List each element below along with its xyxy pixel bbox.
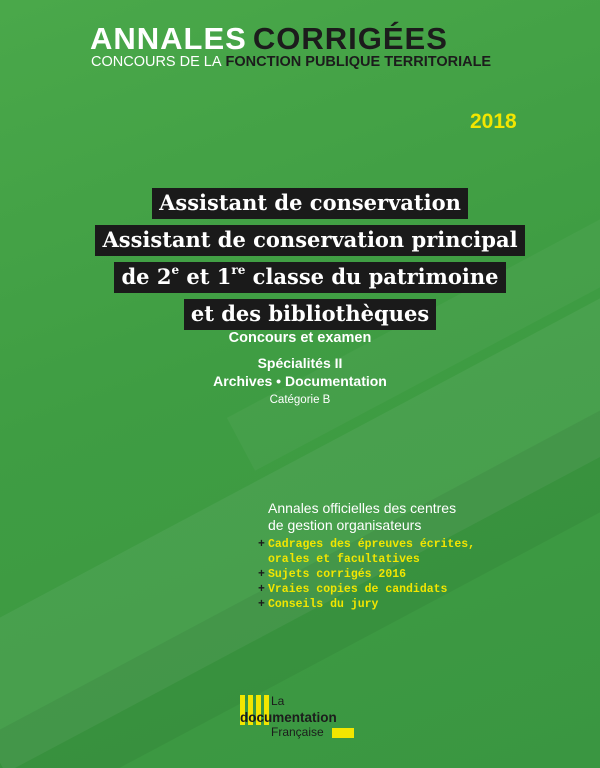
series-subtitle-part2: FONCTION PUBLIQUE TERRITORIALE — [225, 54, 492, 70]
series-title-part2: CORRIGÉES — [252, 21, 448, 56]
series-subtitle-part1: CONCOURS DE LA — [91, 54, 222, 70]
specialty: Spécialités II — [257, 355, 343, 371]
publisher-tab-icon — [332, 728, 354, 738]
publisher-line-2: documentation — [240, 710, 337, 725]
title-line-3-part: de 2 — [121, 264, 172, 289]
plus-icon: + — [258, 568, 265, 581]
list-item — [258, 582, 475, 597]
title-superscript: e — [171, 263, 180, 277]
plus-icon: + — [258, 538, 265, 551]
list-item-text: orales et facultatives — [268, 553, 420, 566]
list-item-text: Sujets corrigés 2016 — [268, 568, 407, 581]
series-title — [90, 22, 448, 56]
exam-type: Concours et examen — [228, 330, 372, 346]
plus-icon: + — [258, 598, 265, 611]
list-item — [258, 552, 475, 567]
title-superscript: re — [231, 263, 246, 277]
title-line-1: Assistant de conservation — [152, 188, 468, 219]
contents-list — [258, 537, 475, 612]
official-annals-text — [268, 500, 456, 534]
edition-year: 2018 — [470, 110, 517, 133]
list-item — [258, 567, 475, 582]
title-line-3 — [114, 262, 505, 293]
title-line-4: et des bibliothèques — [184, 299, 436, 330]
official-line-2: de gestion organisateurs — [268, 517, 422, 533]
list-item-text: Cadrages des épreuves écrites, — [268, 538, 476, 551]
title-line-3-part: et 1 — [179, 264, 232, 289]
official-line-1: Annales officielles des centres — [268, 500, 457, 516]
series-subtitle — [91, 54, 491, 70]
list-item-text: Vraies copies de candidats — [268, 583, 448, 596]
list-item-text: Conseils du jury — [268, 598, 379, 611]
category: Catégorie B — [269, 394, 331, 406]
title-line-2: Assistant de conservation principal — [95, 225, 524, 256]
plus-icon: + — [258, 583, 265, 596]
publisher-line-1: La — [271, 694, 285, 708]
list-item — [258, 597, 475, 612]
book-title — [60, 188, 560, 336]
series-title-part1: ANNALES — [90, 21, 247, 56]
specialty-fields: Archives • Documentation — [213, 373, 387, 389]
list-item — [258, 537, 475, 552]
publisher-line-3: Française — [271, 725, 324, 739]
title-line-3-part: classe du patrimoine — [245, 264, 499, 289]
